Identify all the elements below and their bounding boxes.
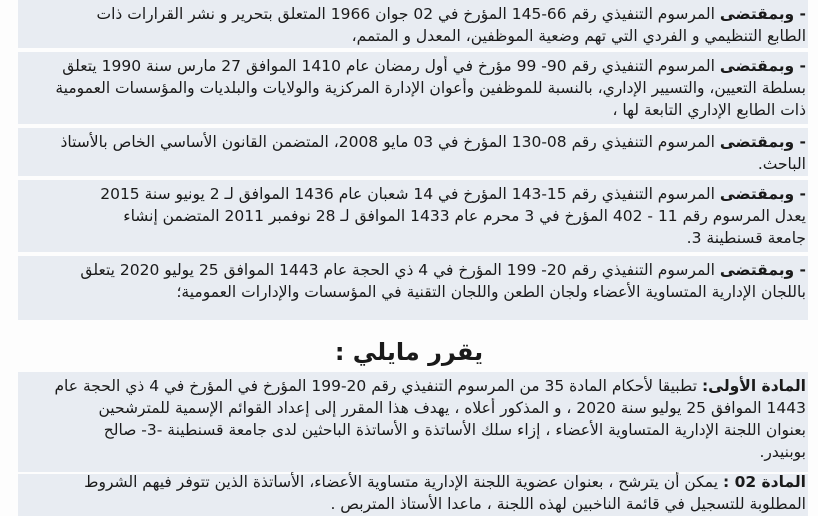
preamble-item-4-line-1 — [14, 184, 806, 204]
preamble-item-2-text: المرسوم التنفيذي رقم 90- 99 مؤرخ في أول رمضان عام 1410 الموافق 27 مارس سنة 1990 يتعلق — [62, 57, 715, 75]
article-1-label: المادة الأولى: — [701, 377, 806, 395]
preamble-item-1-line-1 — [14, 4, 806, 24]
preamble-item-5-line-2: باللجان الإدارية المتساوية الأعضاء ولجان الطعن واللجان التقنية في المؤسسات والإدارات العمومية؛ — [176, 283, 806, 301]
preamble-item-5-label: - وبمقتضى — [719, 261, 806, 279]
preamble-item-1-text: المرسوم التنفيذي رقم 66-145 المؤرخ في 02 جوان 1966 المتعلق بتحرير و نشر القرارات ذات — [96, 5, 715, 23]
preamble-item-3-label: - وبمقتضى — [719, 133, 806, 151]
preamble-item-4-label: - وبمقتضى — [719, 185, 806, 203]
preamble-item-2-line-3: ذات الطابع الإداري التابعة لها ، — [612, 101, 806, 119]
decision-title: يقرر مايلي : — [334, 338, 484, 366]
article-2-text: يمكن أن يترشح ، بعنوان عضوية اللجنة الإدارية متساوية الأعضاء، الأساتذة الذين تتوفر فيهم الشروط — [84, 473, 719, 491]
preamble-item-3-line-1 — [14, 132, 806, 152]
article-2-line-2: المطلوبة للتسجيل في قائمة الناخبين لهذه اللجنة ، ماعدا الأستاذ المتربص . — [330, 495, 806, 513]
article-1-line-4: بوبنيدر. — [759, 443, 806, 461]
preamble-item-3-line-2: الباحث. — [757, 155, 806, 173]
preamble-item-2-line-1 — [14, 56, 806, 76]
preamble-item-5-text: المرسوم التنفيذي رقم 20- 199 المؤرخ في 4 ذي الحجة عام 1443 الموافق 25 يوليو 2020 يتعلق — [80, 261, 715, 279]
article-1-line-3: بعنوان اللجنة الإدارية المتساوية الأعضاء ، إزاء سلك الأساتذة و الأساتذة الباحثين لدى جامعة قسنطينة -3- صالح — [103, 421, 806, 439]
preamble-item-2-line-2: بسلطة التعيين، والتسيير الإداري، بالنسبة للموظفين وأعوان الإدارة المركزية والولايات والبلديات والمؤسسات العمومية — [55, 79, 806, 97]
article-2-label: المادة 02 : — [722, 473, 806, 491]
article-1-line-2: 1443 الموافق 25 يوليو سنة 2020 ، و المذكور أعلاه ، يهدف هذا المقرر إلى إعداد القوائم الإسمية للمترشحين — [98, 399, 806, 417]
preamble-item-2-label: - وبمقتضى — [719, 57, 806, 75]
preamble-item-5-line-1 — [14, 260, 806, 280]
preamble-item-4-line-3: جامعة قسنطينة 3. — [686, 229, 806, 247]
preamble-item-4-text: المرسوم التنفيذي رقم 15-143 المؤرخ في 14 شعبان عام 1436 الموافق لـ 2 يونيو سنة 2015 — [100, 185, 715, 203]
preamble-item-1-label: - وبمقتضى — [719, 5, 806, 23]
preamble-item-1-line-2: الطابع التنظيمي و الفردي التي تهم وضعية الموظفين، المعدل و المتمم، — [351, 27, 806, 45]
article-1-text: تطبيقا لأحكام المادة 35 من المرسوم التنفيذي رقم 20-199 المؤرخ في المؤرخ في 4 ذي الحجة عام — [54, 377, 698, 395]
preamble-item-3-text: المرسوم التنفيذي رقم 08-130 المؤرخ في 03 مايو 2008، المتضمن القانون الأساسي الخاص بالأستاذ — [60, 133, 715, 151]
article-1-line-1 — [14, 376, 806, 396]
article-2-line-1 — [14, 472, 806, 492]
preamble-item-4-line-2: يعدل المرسوم رقم 11 - 402 المؤرخ في 3 محرم عام 1433 الموافق لـ 28 نوفمبر 2011 المتضمن إنشاء — [123, 207, 806, 225]
